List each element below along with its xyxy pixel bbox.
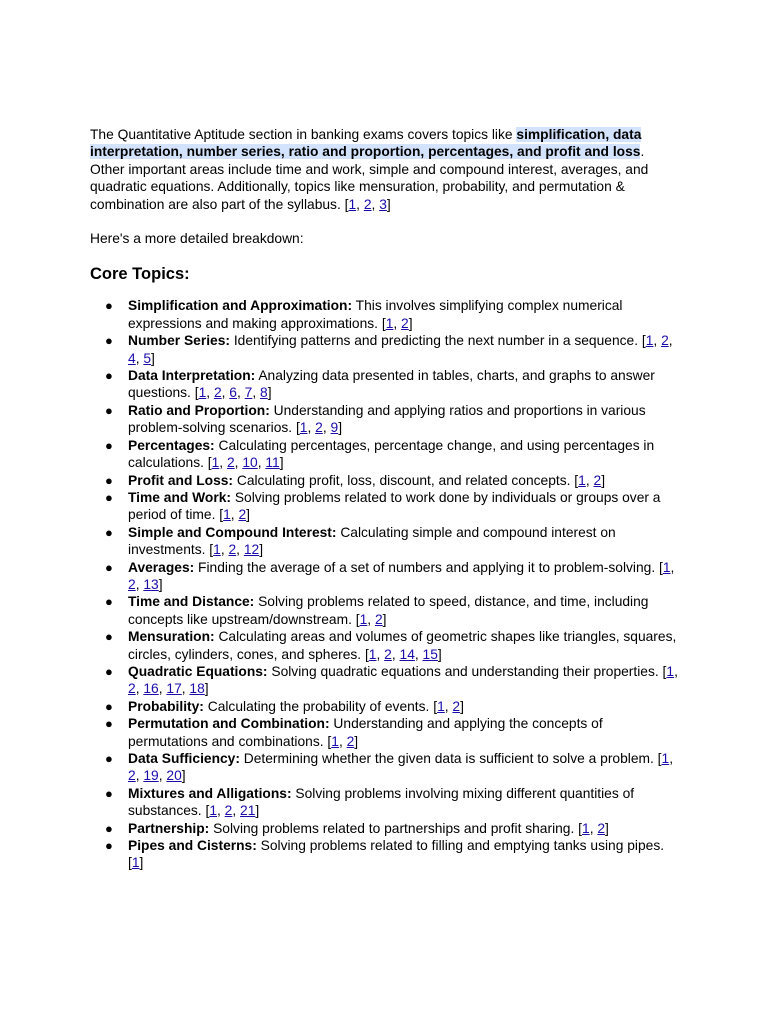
topic-citations: [1, 2, 19, 20]	[128, 751, 674, 784]
topic-description: Solving problems related to filling and emptying tanks using pipes.	[256, 838, 665, 854]
topic-description: Solving problems involving mixing different quantities of substances.	[128, 785, 635, 819]
topic-description: Calculating simple and compound interest on investments.	[128, 524, 616, 558]
citation-link[interactable]: 1	[299, 420, 308, 436]
citation-link[interactable]: 10	[242, 455, 258, 471]
topic-item	[90, 837, 682, 872]
bullet-icon: ●	[105, 524, 113, 540]
topic-term: Profit and Loss:	[128, 472, 234, 488]
intro-text-before: The Quantitative Aptitude section in banking exams covers topics like	[90, 127, 517, 142]
citation-link[interactable]: 1	[578, 472, 586, 488]
citation-link[interactable]: 13	[143, 576, 159, 592]
topic-term: Averages:	[128, 559, 195, 575]
topic-description: Understanding and applying the concepts of permutations and combinations.	[128, 716, 603, 749]
topic-description: Identifying patterns and predicting the next number in a sequence.	[229, 333, 642, 349]
bullet-icon: ●	[105, 472, 113, 488]
citation-link[interactable]: 1	[213, 542, 221, 558]
citation-link[interactable]: 1	[223, 507, 231, 523]
topic-item	[90, 402, 682, 437]
citation-link[interactable]: 16	[143, 681, 159, 697]
section-heading: Core Topics:	[90, 265, 190, 284]
topic-item	[90, 593, 682, 628]
citation-link[interactable]: 5	[143, 350, 152, 366]
topic-term: Number Series:	[128, 333, 230, 349]
citation-link[interactable]: 1	[385, 315, 394, 331]
citation-link[interactable]: 2	[238, 507, 247, 523]
topic-term: Percentages:	[128, 437, 215, 453]
topic-item	[90, 524, 682, 559]
topic-item	[90, 663, 682, 698]
citation-link[interactable]: 2	[452, 698, 461, 714]
topic-citations: [1]	[128, 855, 144, 871]
topic-citations: [1, 2, 12]	[209, 542, 264, 558]
bullet-icon: ●	[105, 333, 113, 349]
citation-link[interactable]: 9	[330, 420, 339, 436]
topic-item	[90, 472, 682, 489]
topic-citations: [1, 2]	[381, 315, 413, 331]
topic-term: Permutation and Combination:	[128, 716, 330, 732]
citation-link[interactable]: 3	[379, 196, 387, 212]
citation-link[interactable]: 1	[131, 855, 140, 871]
topic-citations: [1, 2]	[219, 507, 250, 523]
citation-link[interactable]: 2	[213, 385, 222, 401]
topic-item	[90, 367, 682, 402]
bullet-icon: ●	[105, 594, 113, 610]
topic-description: Finding the average of a set of numbers and applying it to problem-solving.	[194, 559, 659, 575]
citation-link[interactable]: 1	[437, 698, 445, 714]
bullet-icon: ●	[105, 838, 113, 854]
citation-link[interactable]: 8	[260, 385, 268, 401]
topic-citations: [1, 2]	[355, 611, 387, 627]
citation-link[interactable]: 2	[315, 420, 323, 436]
bullet-icon: ●	[105, 785, 113, 801]
citation-link[interactable]: 1	[662, 559, 671, 575]
citation-link[interactable]: 1	[331, 733, 339, 749]
bullet-icon: ●	[105, 629, 113, 645]
citation-link[interactable]: 6	[229, 385, 237, 401]
breakdown-lead: Here's a more detailed breakdown:	[90, 231, 304, 247]
topic-item	[90, 715, 682, 750]
topic-item	[90, 628, 682, 663]
topic-citations: [1, 2, 10, 11]	[207, 455, 284, 471]
citation-link[interactable]: 2	[228, 542, 237, 558]
bullet-icon: ●	[105, 402, 113, 418]
bullet-icon: ●	[105, 751, 113, 766]
intro-highlight: simplification, data interpretation, number series, ratio and proportion, percentages, and profit and loss	[90, 127, 642, 160]
citation-link[interactable]: 4	[128, 350, 136, 366]
citation-link[interactable]: 2	[661, 333, 669, 349]
topic-description: Analyzing data presented in tables, charts, and graphs to answer questions.	[128, 368, 655, 401]
topic-description: Solving problems related to work done by individuals or groups over a period of time.	[128, 489, 661, 523]
citation-link[interactable]: 2	[346, 733, 355, 749]
topic-item	[90, 489, 682, 524]
topic-item	[90, 750, 682, 785]
citation-link[interactable]: 2	[128, 576, 136, 592]
citation-link[interactable]: 11	[265, 455, 280, 471]
topic-citations: [1, 2, 4, 5]	[128, 333, 673, 366]
citation-link[interactable]: 2	[374, 611, 383, 627]
citation-link[interactable]: 1	[666, 663, 675, 679]
topic-item	[90, 698, 682, 715]
topic-description: Solving quadratic equations and understanding their properties.	[267, 663, 663, 679]
citation-link[interactable]: 2	[597, 820, 606, 836]
topic-term: Time and Work:	[128, 489, 231, 505]
topic-citations: [1, 2]	[578, 820, 609, 836]
topic-term: Quadratic Equations:	[128, 663, 268, 679]
topic-list	[90, 297, 682, 871]
citation-link[interactable]: 7	[244, 385, 253, 401]
topic-item	[90, 559, 682, 594]
bullet-icon: ●	[105, 698, 113, 714]
citation-link[interactable]: 12	[243, 542, 260, 558]
bullet-icon: ●	[105, 559, 113, 575]
citation-link[interactable]: 19	[143, 768, 159, 784]
citation-link[interactable]: 1	[661, 751, 670, 766]
bullet-icon: ●	[105, 820, 113, 836]
topic-description: This involves simplifying complex numerical expressions and making approximations.	[128, 298, 623, 331]
bullet-icon: ●	[105, 489, 113, 505]
bullet-icon: ●	[105, 298, 113, 314]
topic-description: Determining whether the given data is sufficient to solve a problem.	[239, 751, 658, 766]
topic-item	[90, 332, 682, 367]
topic-citations: [1, 2, 16, 17, 18]	[128, 663, 678, 697]
citation-link[interactable]: 1	[211, 455, 220, 471]
topic-citations: [1, 2, 13]	[128, 559, 675, 592]
citation-link[interactable]: 2	[593, 472, 602, 488]
topic-citations: [1, 2]	[433, 698, 464, 714]
bullet-icon: ●	[105, 663, 113, 679]
citation-link[interactable]: 1	[198, 385, 207, 401]
topic-item	[90, 820, 682, 837]
topic-term: Ratio and Proportion:	[128, 402, 270, 418]
topic-term: Data Sufficiency:	[128, 751, 240, 766]
topic-term: Probability:	[128, 698, 204, 714]
bullet-icon: ●	[105, 368, 113, 384]
bullet-icon: ●	[105, 437, 113, 453]
citation-link[interactable]: 2	[401, 315, 409, 331]
citation-link[interactable]: 1	[368, 646, 377, 662]
intro-text-after: . Other important areas include time and work, simple and compound interest, averages, and quadratic equations. Additionally, topics like mensuration, probability, and permutation & combination are also part of the syllabus.	[90, 144, 649, 212]
topic-term: Mixtures and Alligations:	[128, 785, 292, 801]
topic-item	[90, 785, 682, 820]
topic-description: Calculating areas and volumes of geometric shapes like triangles, squares, circles, cylinders, cones, and spheres.	[128, 629, 677, 662]
citation-link[interactable]: 1	[359, 611, 368, 627]
citation-link[interactable]: 1	[645, 333, 654, 349]
topic-item	[90, 297, 682, 332]
topic-description: Solving problems related to speed, distance, and time, including concepts like upstream/downstream.	[128, 594, 649, 627]
topic-term: Data Interpretation:	[128, 368, 256, 384]
topic-term: Mensuration:	[128, 629, 215, 645]
topic-item	[90, 437, 682, 472]
topic-citations: [1, 2, 9]	[295, 420, 343, 436]
citation-link[interactable]: 2	[384, 646, 392, 662]
citation-link[interactable]: 2	[224, 803, 233, 819]
topic-citations: [1, 2]	[327, 733, 359, 749]
topic-term: Partnership:	[128, 820, 210, 836]
document-body	[90, 126, 682, 872]
topic-term: Pipes and Cisterns:	[128, 838, 257, 854]
citation-link[interactable]: 20	[166, 768, 182, 784]
citation-link[interactable]: 1	[348, 196, 357, 212]
topic-description: Understanding and applying ratios and proportions in various problem-solving scenarios.	[128, 402, 646, 436]
citation-link[interactable]: 1	[209, 803, 217, 819]
citation-link[interactable]: 15	[422, 646, 438, 662]
citation-link[interactable]: 21	[240, 803, 256, 819]
topic-citations: [1, 2, 21]	[205, 803, 260, 819]
citation-link[interactable]: 18	[189, 681, 205, 697]
citation-link[interactable]: 14	[399, 646, 415, 662]
topic-citations: [1, 2, 6, 7, 8]	[194, 385, 272, 401]
citation-link[interactable]: 2	[226, 455, 235, 471]
topic-citations: [1, 2]	[574, 472, 606, 488]
citation-link[interactable]: 2	[363, 196, 372, 212]
citation-link[interactable]: 2	[128, 768, 136, 784]
citation-link[interactable]: 2	[128, 681, 136, 697]
citation-link[interactable]: 1	[582, 820, 590, 836]
topic-term: Time and Distance:	[128, 594, 255, 610]
topic-description: Calculating profit, loss, discount, and related concepts.	[233, 472, 575, 488]
bullet-icon: ●	[105, 716, 113, 732]
topic-term: Simplification and Approximation:	[128, 298, 353, 314]
intro-paragraph	[90, 126, 682, 213]
topic-description: Calculating the probability of events.	[203, 698, 434, 714]
citation-link[interactable]: 17	[166, 681, 182, 697]
topic-description: Solving problems related to partnerships and profit sharing.	[209, 820, 579, 836]
topic-citations: [1, 2, 14, 15]	[364, 646, 442, 662]
topic-term: Simple and Compound Interest:	[128, 524, 337, 540]
intro-citations: [1, 2, 3]	[344, 196, 391, 212]
topic-description: Calculating percentages, percentage change, and using percentages in calculations.	[128, 437, 655, 471]
